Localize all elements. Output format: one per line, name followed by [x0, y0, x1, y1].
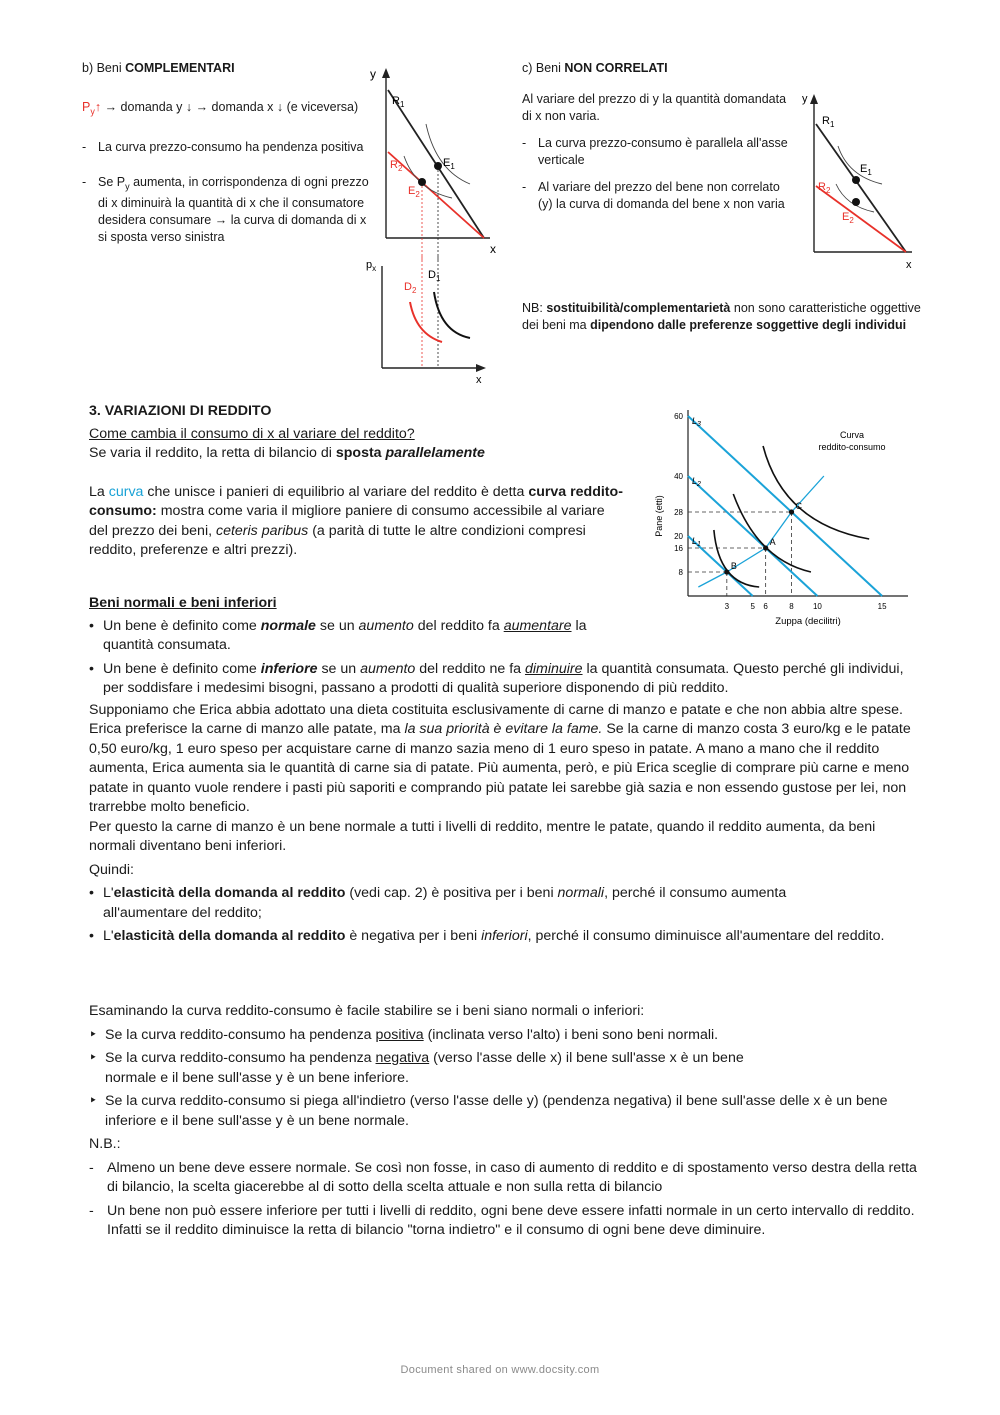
x-axis-demand-arrow	[476, 364, 486, 372]
rule-positive: ‣ Se la curva reddito-consumo ha pendenza positiva (inclinata verso l'alto) i beni sono beni normali.	[89, 1026, 719, 1043]
non-correlati-intro: Al variare del prezzo di y la quantità domandata di x non varia.	[522, 92, 787, 123]
y-tick-8: 8	[678, 568, 683, 577]
x-tick-6: 6	[763, 602, 768, 611]
point-c	[789, 509, 794, 514]
label-r2-nc: $R_2$	[818, 181, 831, 195]
point-e2-nc	[852, 198, 860, 206]
curve-label-line2: reddito-consumo	[818, 442, 886, 452]
inferiore-definition: • Un bene è definito come inferiore se un aumento del reddito ne fa diminuire la quantità consumata. Questo perché gli individui, per soddisfare i medesimi bisogni, passano a prodotti di qualità superiore disponendo di più reddito.	[89, 660, 904, 696]
x-tick-3: 3	[724, 602, 730, 611]
point-e2	[418, 178, 426, 186]
y-tick-40: 40	[674, 472, 683, 481]
label-e1-nc: $E_1$	[860, 163, 872, 177]
complementari-indifference-graph	[360, 62, 510, 262]
erica-example: Supponiamo che Erica abbia adottato una dieta costituita esclusivamente di carne di manzo e patate e che non abbia altre spese. Erica preferisce la carne di manzo alle patate, ma la sua priorità è evitare la fame. Se la carne di manzo costa 3 euro/kg e le patate 0,50 euro/kg, 1 euro speso per acquistare carne di manzo sazia meno di 1 euro speso in patate. A mano a mano che il reddito aumenta, Erica aumenta sia le quantità di carne sia di patate. Più aumenta, però, e più Erica sceglie di comprare più carne e meno patate in quanto vuole rendere i pasti più saporiti e comprando più patate lei sarebbe già sazia e non essendo gustose per lei, non trarrebbe molto beneficio.	[89, 701, 911, 815]
chart-ylabel: Pane (etti)	[654, 495, 664, 537]
point-a	[763, 545, 768, 550]
x-tick-5: 5	[750, 602, 755, 611]
nb-bottom-title: N.B.:	[89, 1136, 121, 1152]
complementari-rule: $P_y↑$ → domanda y ↓ → domanda x ↓ (e viceversa)	[82, 100, 359, 117]
normale-definition: • Un bene è definito come normale se un aumento del reddito fa aumentare la quantità consumata.	[89, 617, 587, 653]
complementari-demand-graph	[362, 256, 502, 388]
chart-xlabel: Zuppa (decilitri)	[775, 616, 841, 627]
nb-top: NB: sostituibilità/complementarietà non sono caratteristiche oggettive dei beni ma dipendono dalle preferenze soggettive degli individui	[522, 301, 921, 332]
label-d1: $D_1$	[428, 269, 441, 283]
rule-backward: ‣ Se la curva reddito-consumo si piega all'indietro (verso l'asse delle y) (pendenza negativa) il bene sull'asse delle x è un bene inferiore e il bene sull'asse y è un bene normale.	[89, 1093, 888, 1129]
elasticity-normal: • L'elasticità della domanda al reddito (vedi cap. 2) è positiva per i beni normali, perché il consumo aumenta all'aumentare del reddito;	[89, 885, 787, 921]
demand-curve-d1	[434, 292, 470, 338]
y-label-nc: y	[802, 93, 808, 105]
line-label-l1: $L_2$	[692, 476, 701, 488]
esaminando-section	[89, 1002, 919, 1241]
x-demand-label: x	[476, 374, 482, 386]
line-label-l2: $L_1$	[692, 536, 701, 548]
indifference-curve-1	[426, 124, 470, 184]
label-r1-nc: $R_1$	[822, 115, 835, 129]
nb-note-2: - Un bene non può essere inferiore per tutti i livelli di reddito, ogni bene deve essere infatti normale in un certo intervallo di reddito. Infatti se il reddito diminuisce la retta di bilancio "torna indietro" e il consumo di ogni bene deve diminuire.	[89, 1202, 915, 1238]
section-3-line2: Se varia il reddito, la retta di bilancio di sposta parallelamente	[89, 445, 485, 461]
y-axis-arrow	[382, 68, 390, 78]
elasticity-inferior: • L'elasticità della domanda al reddito è negativa per i beni inferiori, perché il consumo diminuisce all'aumentare del reddito.	[89, 928, 885, 944]
px-label: $p_x$	[366, 259, 377, 273]
indifference-curve-3	[763, 446, 869, 539]
point-e1-nc	[852, 176, 860, 184]
non-correlati-bullet-1: - La curva prezzo-consumo è parallela all'asse verticale	[522, 136, 788, 167]
curve-label-line1: Curva	[839, 430, 865, 440]
non-correlati-bullet-2: - Al variare del prezzo del bene non correlato (y) la curva di domanda del bene x non varia	[522, 180, 785, 211]
section-3	[89, 402, 629, 561]
x-label-nc: x	[906, 259, 912, 270]
chart-plot-area	[674, 410, 908, 611]
label-e1: $E_1$	[443, 157, 455, 171]
y-tick-28: 28	[674, 508, 683, 517]
y-axis-label: y	[370, 67, 376, 81]
x-tick-8: 8	[789, 602, 794, 611]
non-correlati-title: c) Beni NON CORRELATI	[522, 61, 668, 75]
y-axis-nc-arrow	[810, 94, 818, 104]
y-tick-20: 20	[674, 532, 683, 541]
label-d2: $D_2$	[404, 281, 417, 295]
section-3-question: Come cambia il consumo di x al variare del reddito?	[89, 425, 415, 442]
esaminando-intro: Esaminando la curva reddito-consumo è facile stabilire se i beni siano normali o inferiori:	[89, 1003, 645, 1019]
point-label-a: A	[769, 537, 776, 547]
non-correlati-graph	[798, 88, 928, 270]
point-e1	[434, 162, 442, 170]
x-axis-label: x	[490, 242, 496, 256]
footer: Document shared on www.docsity.com	[400, 1364, 600, 1376]
complementari-title: b) Beni COMPLEMENTARI	[82, 61, 235, 75]
x-tick-15: 15	[877, 602, 887, 611]
complementari-block	[82, 60, 382, 246]
complementari-bullet-1: - La curva prezzo-consumo ha pendenza positiva	[82, 139, 364, 154]
label-e2-nc: $E_2$	[842, 211, 854, 225]
budget-r2-nc	[816, 186, 906, 252]
nb-note-1: - Almeno un bene deve essere normale. Se così non fosse, in caso di aumento di reddito e di spostamento verso destra della retta di bilancio, la scelta giacerebbe al di sotto della scelta attuale e non sulla retta di bilancio	[89, 1159, 917, 1195]
x-tick-10: 10	[812, 602, 822, 611]
y-tick-60: 60	[674, 412, 683, 421]
line-label-l3: $L_3$	[692, 416, 701, 428]
beni-normali-heading: Beni normali e beni inferiori	[89, 595, 277, 611]
indifference-curve-1	[714, 530, 759, 587]
erica-conclusion: Per questo la carne di manzo è un bene normale a tutti i livelli di reddito, mentre le patate, quando il reddito aumenta, da beni normali diventano beni inferiori.	[89, 818, 876, 854]
label-r1: $R_1$	[392, 95, 405, 109]
section-3-definition: La curva che unisce i panieri di equilibrio al variare del reddito è detta curva reddito-consumo: mostra come varia il migliore paniere di consumo accessibile al variare del prezzo dei beni, ceteris paribus (a parità di tutte le altre condizioni compresi reddito, preferenze e altri prezzi).	[89, 483, 623, 558]
section-3-heading: 3. VARIAZIONI DI REDDITO	[89, 403, 272, 419]
complementari-bullet-2: - Se $P_y$ aumenta, in corrispondenza di ogni prezzo di x diminuirà la quantità di x che il consumatore desidera consumare → la curva di domanda di x si sposta verso sinistra	[82, 174, 369, 244]
point-label-c: C	[795, 501, 803, 511]
non-correlati-block	[522, 60, 802, 213]
quindi: Quindi:	[89, 861, 134, 878]
point-b	[724, 569, 729, 574]
point-label-b: B	[730, 561, 737, 571]
rule-negative: ‣ Se la curva reddito-consumo ha pendenza negativa (verso l'asse delle x) il bene sull'asse x è un bene normale e il bene sull'asse y è un bene inferiore.	[89, 1050, 744, 1086]
beni-normali-section	[89, 594, 919, 947]
label-r2: $R_2$	[390, 159, 403, 173]
label-e2: $E_2$	[408, 185, 420, 199]
y-tick-16: 16	[674, 544, 683, 553]
budget-line-l1	[688, 476, 817, 596]
